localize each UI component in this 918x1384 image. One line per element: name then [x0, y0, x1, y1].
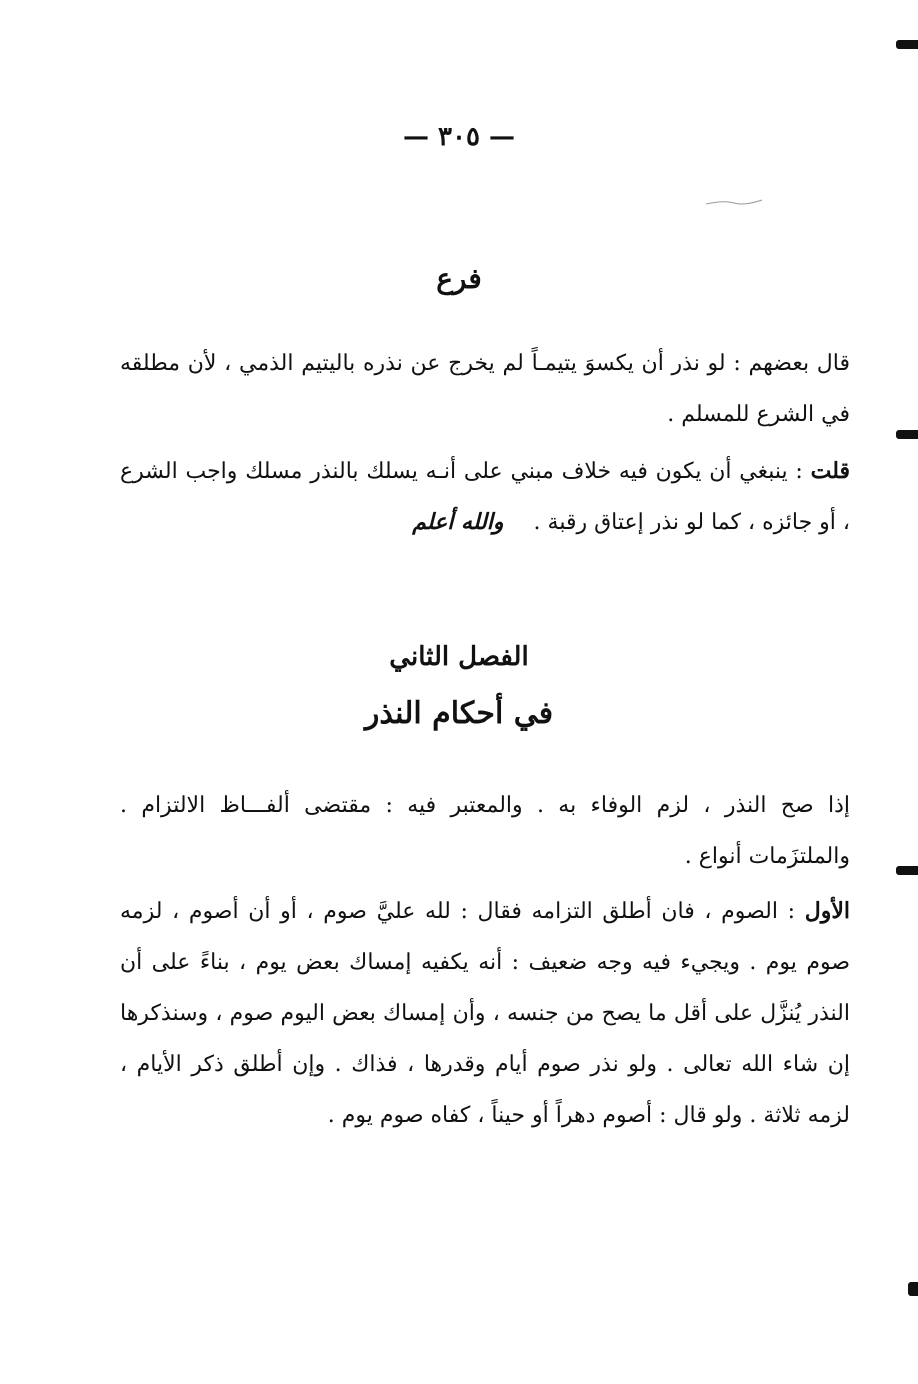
paragraph-lead: قلت [810, 458, 850, 484]
edge-mark-4 [908, 1282, 918, 1296]
paragraph-lead: الأول [804, 898, 850, 924]
paragraph-body: : الصوم ، فان أطلق التزامه فقال : لله عليَّ صوم ، أو أن أصوم ، لزمه صوم يوم . ويجيء فيه وجه ضعيف : أنه يكفيه إمساك بعض يوم ، بناءً على أن النذر يُنزَّل على أقل ما يصح من جنسه ، وأن إمساك بعض اليوم صوم ، وسنذكرها إن شاء الله تعالى . ولو نذر صوم أيام وقدرها ، فذاك . وإن أطلق ذكر الأيام ، لزمه ثلاثة . ولو قال : أصوم دهراً أو حيناً ، كفاه صوم يوم . [120, 899, 850, 1128]
edge-mark-2 [896, 430, 918, 439]
page-number: — ٣٠٥ — [402, 122, 516, 152]
section-heading-far: فرع [436, 262, 482, 295]
scan-artifact [704, 198, 764, 208]
chapter-subheading: في أحكام النذر [364, 696, 554, 731]
chapter-heading: الفصل الثاني [389, 642, 529, 672]
closing-formula: والله أعلم [412, 509, 504, 535]
paragraph-3: إذا صح النذر ، لزم الوفاء به . والمعتبر فيه : مقتضى ألفـــاظ الالتزام . والملتزَمات أنواع . [120, 793, 850, 869]
edge-mark-3 [896, 866, 918, 875]
paragraph-1: قال بعضهم : لو نذر أن يكسوَ يتيمـاً لم يخرج عن نذره باليتيم الذمي ، لأن مطلقه في الشرع للمسلم . [120, 351, 850, 427]
paragraph-body: : ينبغي أن يكون فيه خلاف مبني على أنـه يسلك بالنذر مسلك واجب الشرع ، أو جائزه ، كما لو نذر إعتاق رقبة . [120, 459, 850, 535]
edge-mark-1 [896, 40, 918, 49]
paragraph-4 [120, 886, 850, 1141]
paragraph-2 [120, 446, 850, 548]
